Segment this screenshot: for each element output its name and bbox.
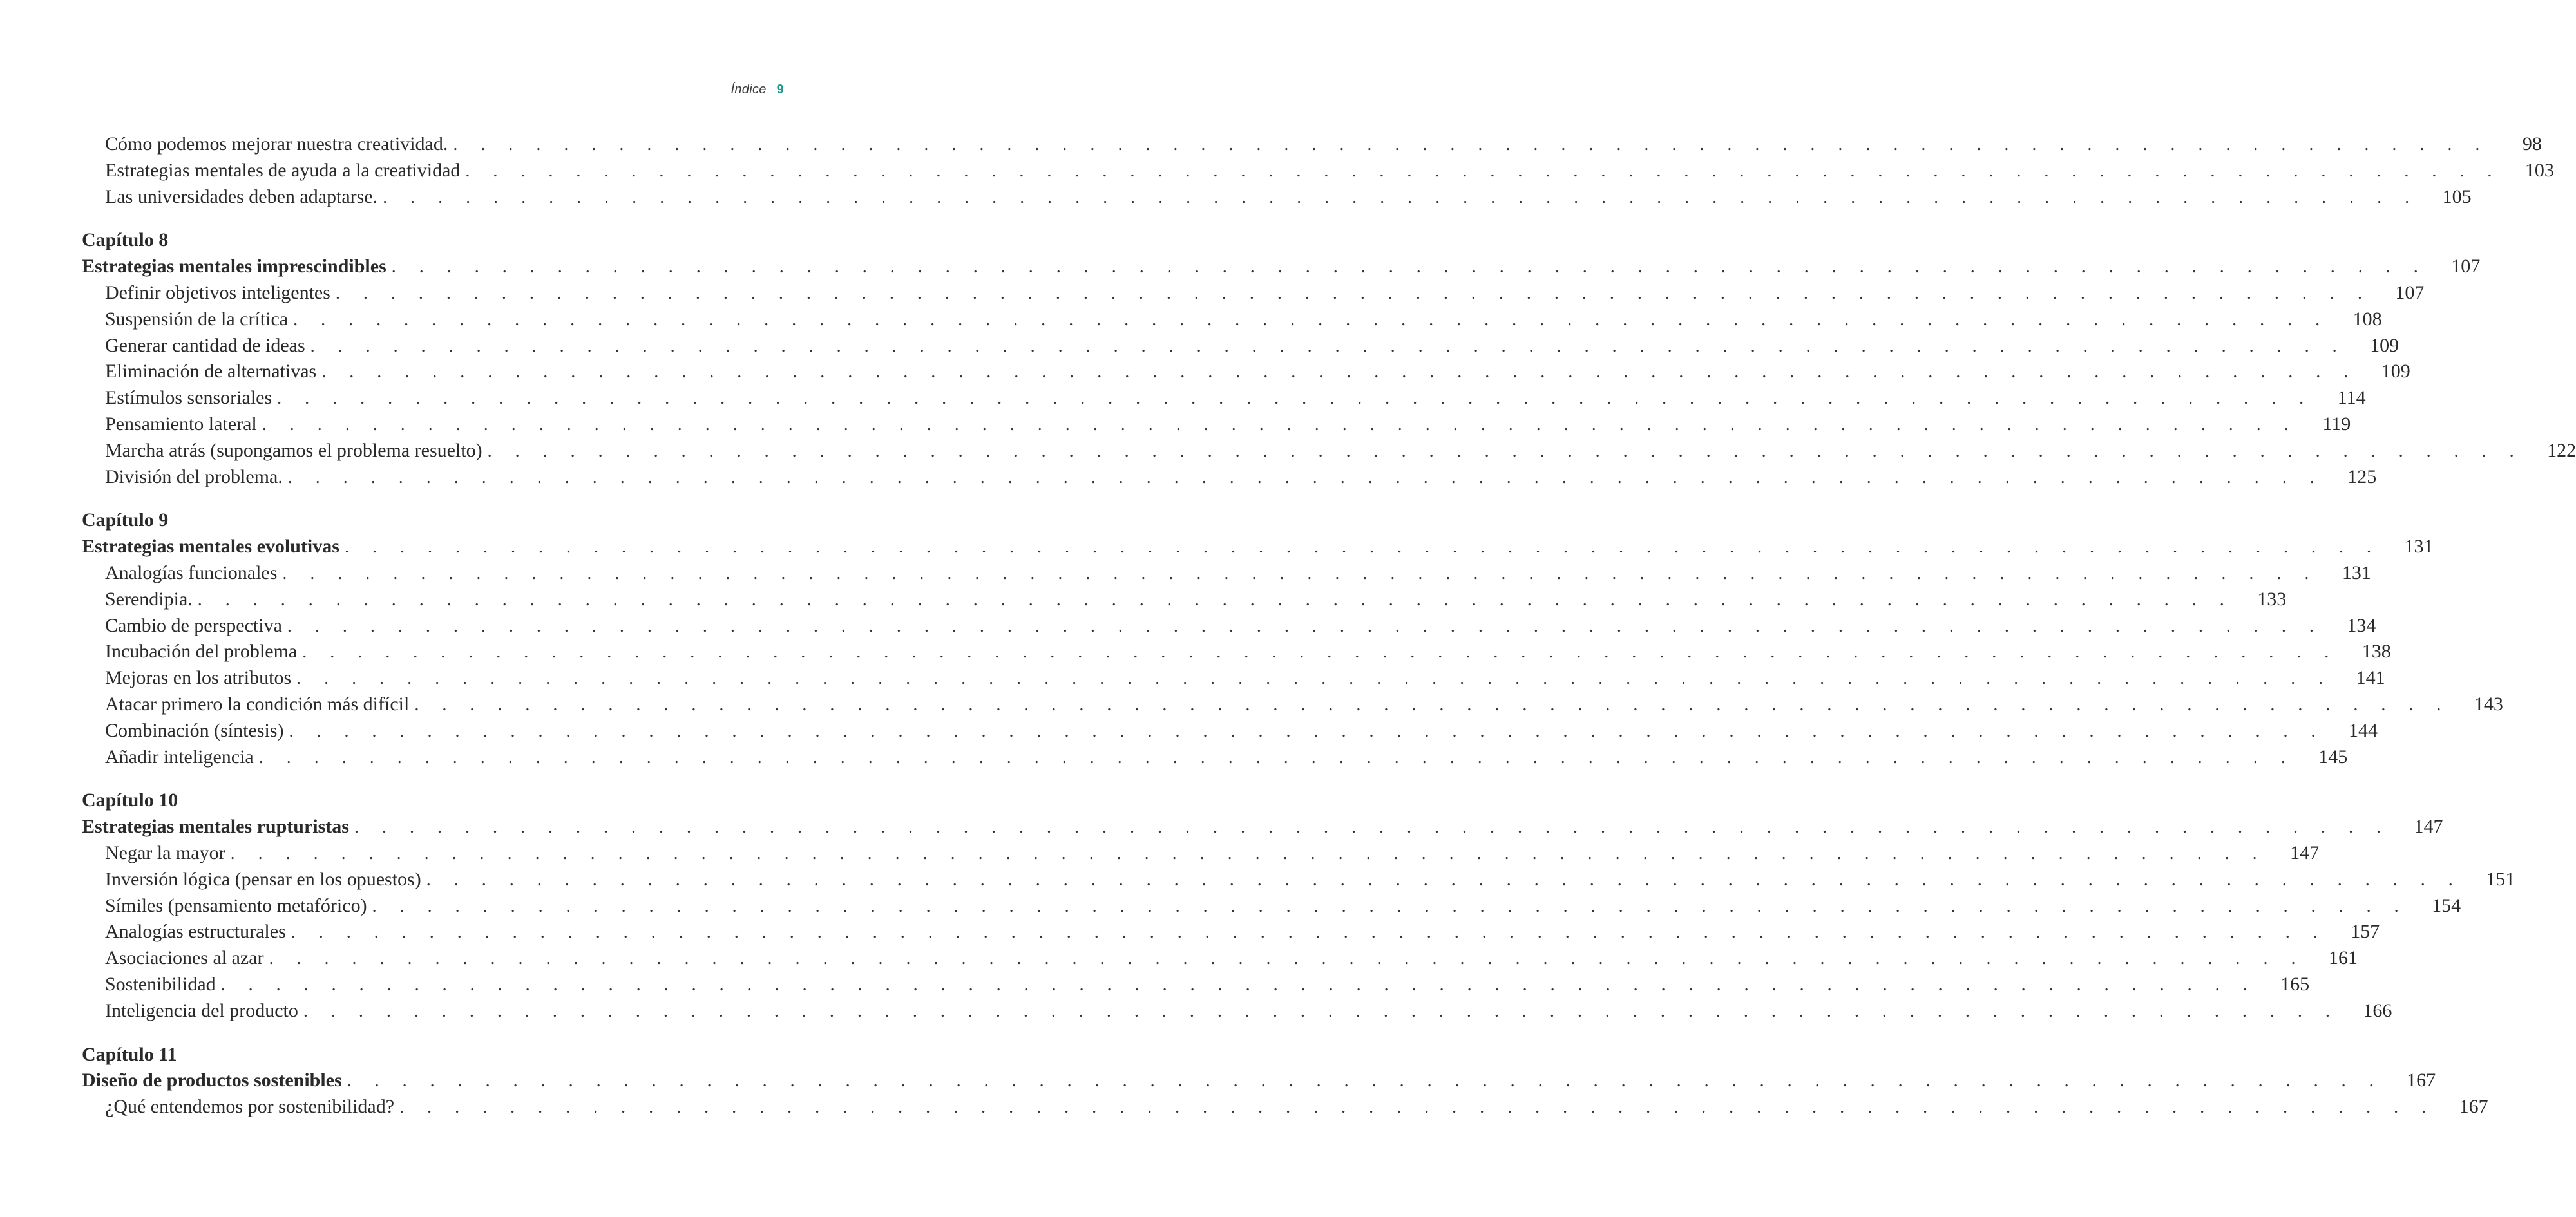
toc-entry-title: Incubación del problema [105,641,298,663]
toc-entry[interactable] [82,560,2371,587]
page-number: 9 [776,82,784,97]
toc-entry-page: 165 [2280,973,2310,995]
dot-leader: . . . . . . . . . . . . . . . . . . . . . . . . . . . . . . . . . . . . . . . . . . . . . . . . . . . . . . . . . . . . . . . . . . . . . . . . . . [335,283,2372,303]
chapter-title-entry[interactable] [82,814,2443,840]
toc-entry-title: Suspensión de la crítica [105,308,289,330]
dot-leader: . . . . . . . . . . . . . . . . . . . . . . . . . . . . . . . . . . . . . . . . . . . . . . . . . . . . . . . . . . . . . . . . . . . . . . . . . . [262,414,2298,435]
toc-entry-title: Las universidades deben adaptarse. [105,185,378,207]
toc-entry[interactable] [82,665,2385,692]
toc-entry-page: 145 [2318,746,2348,768]
toc-entry-title: Asociaciones al azar [105,947,264,969]
toc-entry-title: Analogías estructurales [105,921,286,943]
toc-entry-page: 144 [2348,719,2378,741]
toc-entry[interactable] [82,867,2515,893]
toc-entry-page: 143 [2474,693,2503,715]
toc-entry-title: Cómo podemos mejorar nuestra creatividad. [105,133,448,155]
dot-leader: . . . . . . . . . . . . . . . . . . . . . . . . . . . . . . . . . . . . . . . . . . . . . . . . . . . . . . . . . . . . . . . . . . . . . . . . . . [302,642,2338,663]
toc-entry[interactable] [82,131,2542,158]
toc-entry-page: 109 [2381,361,2410,382]
toc-entry[interactable] [82,945,2358,972]
running-head-label: Índice [730,82,767,97]
dot-leader: . . . . . . . . . . . . . . . . . . . . . . . . . . . . . . . . . . . . . . . . . . . . . . . . . . . . . . . . . . . . . . . . . . . . . . . . . . [293,309,2329,330]
chapter-label: Capítulo 11 [82,1043,177,1065]
toc-entry[interactable] [82,184,2472,211]
dot-leader: . . . . . . . . . . . . . . . . . . . . . . . . . . . . . . . . . . . . . . . . . . . . . . . . . . . . . . . . . . . . . . . . . . . . . . . . . . [347,1071,2383,1091]
toc-entry-page: 122 [2547,439,2576,461]
toc-entry-title: Añadir inteligencia [105,746,254,768]
toc-entry[interactable] [82,333,2399,359]
toc-entry-title: Pensamiento lateral [105,413,257,435]
toc-entry[interactable] [82,158,2554,184]
toc-entry-page: 151 [2486,868,2515,890]
dot-leader: . . . . . . . . . . . . . . . . . . . . . . . . . . . . . . . . . . . . . . . . . . . . . . . . . . . . . . . . . . . . . . . . . . . . . . . . . . [277,388,2313,409]
toc-entry-title: Estrategias mentales de ayuda a la creatividad [105,159,461,181]
toc-entry-page: 133 [2257,588,2287,610]
toc-entry[interactable] [82,972,2310,998]
dot-leader: . . . . . . . . . . . . . . . . . . . . . . . . . . . . . . . . . . . . . . . . . . . . . . . . . . . . . . . . . . . . . . . . . . . . . . . . . . [291,922,2327,943]
dot-leader: . . . . . . . . . . . . . . . . . . . . . . . . . . . . . . . . . . . . . . . . . . . . . . . . . . . . . . . . . . . . . . . . . . . . . . . . . . [303,1001,2340,1021]
toc-entry-page: 131 [2342,561,2371,583]
toc-entry-page: 108 [2352,308,2382,330]
toc-entry-title: División del problema. [105,466,283,487]
toc-entry-page: 141 [2356,667,2385,689]
toc-entry[interactable] [82,464,2377,491]
toc-entry-page: 109 [2370,334,2399,356]
toc-entry[interactable] [82,359,2410,385]
toc-entry-title: Inteligencia del producto [105,999,298,1021]
toc-entry-title: Inversión lógica (pensar en los opuestos) [105,868,421,890]
dot-leader: . . . . . . . . . . . . . . . . . . . . . . . . . . . . . . . . . . . . . . . . . . . . . . . . . . . . . . . . . . . . . . . . . . . . . . . . . . [287,616,2323,636]
dot-leader: . . . . . . . . . . . . . . . . . . . . . . . . . . . . . . . . . . . . . . . . . . . . . . . . . . . . . . . . . . . . . . . . . . . . . . . . . . [258,747,2295,768]
toc-entry[interactable] [82,438,2576,464]
toc-entry-title: Sostenibilidad [105,973,216,995]
dot-leader: . . . . . . . . . . . . . . . . . . . . . . . . . . . . . . . . . . . . . . . . . . . . . . . . . . . . . . . . . . . . . . . . . . . . . . . . . . [282,563,2318,583]
toc-entry-title: Cambio de perspectiva [105,614,282,636]
toc-entry-page: 161 [2329,947,2358,969]
dot-leader: . . . . . . . . . . . . . . . . . . . . . . . . . . . . . . . . . . . . . . . . . . . . . . . . . . . . . . . . . . . . . . . . . . . . . . . . . . [453,135,2489,155]
toc-entry[interactable] [82,639,2391,665]
dot-leader: . . . . . . . . . . . . . . . . . . . . . . . . . . . . . . . . . . . . . . . . . . . . . . . . . . . . . . . . . . . . . . . . . . . . . . . . . . [296,668,2333,689]
toc-entry[interactable] [82,587,2287,613]
toc-entry[interactable] [82,919,2380,945]
dot-leader: . . . . . . . . . . . . . . . . . . . . . . . . . . . . . . . . . . . . . . . . . . . . . . . . . . . . . . . . . . . . . . . . . . . . . . . . . . [289,721,2325,741]
toc-entry[interactable] [82,998,2392,1024]
toc-entry[interactable] [82,1094,2488,1120]
toc-entry-page: 134 [2347,614,2376,636]
toc-entry-page: 138 [2361,641,2391,663]
toc-entry-page: 114 [2337,387,2366,409]
toc-entry-title: Símiles (pensamiento metafórico) [105,894,367,916]
toc-entry[interactable] [82,280,2425,307]
dot-leader: . . . . . . . . . . . . . . . . . . . . . . . . . . . . . . . . . . . . . . . . . . . . . . . . . . . . . . . . . . . . . . . . . . . . . . . . . . [399,1097,2436,1118]
toc-entry-title: Estímulos sensoriales [105,387,272,409]
dot-leader: . . . . . . . . . . . . . . . . . . . . . . . . . . . . . . . . . . . . . . . . . . . . . . . . . . . . . . . . . . . . . . . . . . . . . . . . . . [354,817,2390,838]
chapter-title: Estrategias mentales rupturistas [82,816,349,838]
toc-entry-page: 157 [2351,921,2380,943]
dot-leader: . . . . . . . . . . . . . . . . . . . . . . . . . . . . . . . . . . . . . . . . . . . . . . . . . . . . . . . . . . . . . . . . . . . . . . . . . . [344,537,2381,558]
chapter-page: 107 [2451,256,2481,278]
toc-entry-title: Generar cantidad de ideas [105,334,305,356]
chapter-title-entry[interactable] [82,254,2481,280]
dot-leader: . . . . . . . . . . . . . . . . . . . . . . . . . . . . . . . . . . . . . . . . . . . . . . . . . . . . . . . . . . . . . . . . . . . . . . . . . . [220,974,2257,995]
chapter-title-entry[interactable] [82,534,2434,560]
chapter-label: Capítulo 9 [82,509,169,531]
chapter-label: Capítulo 10 [82,789,178,811]
toc-entry[interactable] [82,840,2320,867]
toc-entry-page: 166 [2363,999,2392,1021]
toc-entry-page: 105 [2442,185,2472,207]
toc-entry-title: Negar la mayor [105,842,225,863]
toc-entry[interactable] [82,718,2378,744]
dot-leader: . . . . . . . . . . . . . . . . . . . . . . . . . . . . . . . . . . . . . . . . . . . . . . . . . . . . . . . . . . . . . . . . . . . . . . . . . . [465,160,2501,181]
toc-entry-page: 147 [2290,842,2320,863]
dot-leader: . . . . . . . . . . . . . . . . . . . . . . . . . . . . . . . . . . . . . . . . . . . . . . . . . . . . . . . . . . . . . . . . . . . . . . . . . . [230,843,2267,863]
chapter-title: Diseño de productos sostenibles [82,1070,342,1091]
table-of-contents [82,131,2576,1120]
dot-leader: . . . . . . . . . . . . . . . . . . . . . . . . . . . . . . . . . . . . . . . . . . . . . . . . . . . . . . . . . . . . . . . . . . . . . . . . . . [321,362,2358,382]
toc-entry-title: Analogías funcionales [105,561,278,583]
toc-entry[interactable] [82,893,2461,920]
toc-entry-page: 167 [2459,1096,2488,1118]
dot-leader: . . . . . . . . . . . . . . . . . . . . . . . . . . . . . . . . . . . . . . . . . . . . . . . . . . . . . . . . . . . . . . . . . . . . . . . . . . [372,896,2409,916]
chapter-page: 147 [2414,816,2443,838]
toc-entry-page: 103 [2524,159,2554,181]
dot-leader: . . . . . . . . . . . . . . . . . . . . . . . . . . . . . . . . . . . . . . . . . . . . . . . . . . . . . . . . . . . . . . . . . . . . . . . . . . [426,869,2463,890]
toc-entry-title: ¿Qué entendemos por sostenibilidad? [105,1096,395,1118]
dot-leader: . . . . . . . . . . . . . . . . . . . . . . . . . . . . . . . . . . . . . . . . . . . . . . . . . . . . . . . . . . . . . . . . . . . . . . . . . . [310,335,2347,356]
dot-leader: . . . . . . . . . . . . . . . . . . . . . . . . . . . . . . . . . . . . . . . . . . . . . . . . . . . . . . . . . . . . . . . . . . . . . . . . . . [197,589,2234,610]
chapter-page: 167 [2407,1070,2436,1091]
toc-entry-title: Marcha atrás (supongamos el problema resuelto) [105,439,482,461]
toc-entry-title: Atacar primero la condición más difícil [105,693,410,715]
toc-entry[interactable] [82,385,2366,411]
toc-entry-title: Serendipia. [105,588,193,610]
toc-entry[interactable] [82,307,2382,333]
dot-leader: . . . . . . . . . . . . . . . . . . . . . . . . . . . . . . . . . . . . . . . . . . . . . . . . . . . . . . . . . . . . . . . . . . . . . . . . . . [287,467,2324,487]
dot-leader: . . . . . . . . . . . . . . . . . . . . . . . . . . . . . . . . . . . . . . . . . . . . . . . . . . . . . . . . . . . . . . . . . . . . . . . . . . [391,257,2428,278]
toc-entry-title: Eliminación de alternativas [105,361,317,382]
chapter-label: Capítulo 8 [82,229,169,251]
toc-entry-page: 107 [2395,281,2425,303]
toc-entry-title: Combinación (síntesis) [105,719,284,741]
toc-entry[interactable] [82,692,2503,718]
toc-entry-page: 98 [2522,133,2542,155]
running-head [731,82,784,97]
toc-entry-title: Mejoras en los atributos [105,667,292,689]
dot-leader: . . . . . . . . . . . . . . . . . . . . . . . . . . . . . . . . . . . . . . . . . . . . . . . . . . . . . . . . . . . . . . . . . . . . . . . . . . [487,440,2524,461]
chapter-title: Estrategias mentales imprescindibles [82,256,386,278]
toc-entry-page: 119 [2322,413,2351,435]
toc-entry-page: 154 [2432,894,2461,916]
dot-leader: . . . . . . . . . . . . . . . . . . . . . . . . . . . . . . . . . . . . . . . . . . . . . . . . . . . . . . . . . . . . . . . . . . . . . . . . . . [269,948,2305,969]
toc-entry-page: 125 [2347,466,2377,487]
chapter-title-entry[interactable] [82,1068,2436,1094]
chapter-title: Estrategias mentales evolutivas [82,536,339,558]
toc-entry[interactable] [82,613,2376,639]
toc-entry[interactable] [82,411,2351,438]
dot-leader: . . . . . . . . . . . . . . . . . . . . . . . . . . . . . . . . . . . . . . . . . . . . . . . . . . . . . . . . . . . . . . . . . . . . . . . . . . [414,694,2450,715]
chapter-page: 131 [2404,536,2434,558]
dot-leader: . . . . . . . . . . . . . . . . . . . . . . . . . . . . . . . . . . . . . . . . . . . . . . . . . . . . . . . . . . . . . . . . . . . . . . . . . . [383,187,2419,207]
toc-entry[interactable] [82,744,2348,771]
toc-entry-title: Definir objetivos inteligentes [105,281,330,303]
